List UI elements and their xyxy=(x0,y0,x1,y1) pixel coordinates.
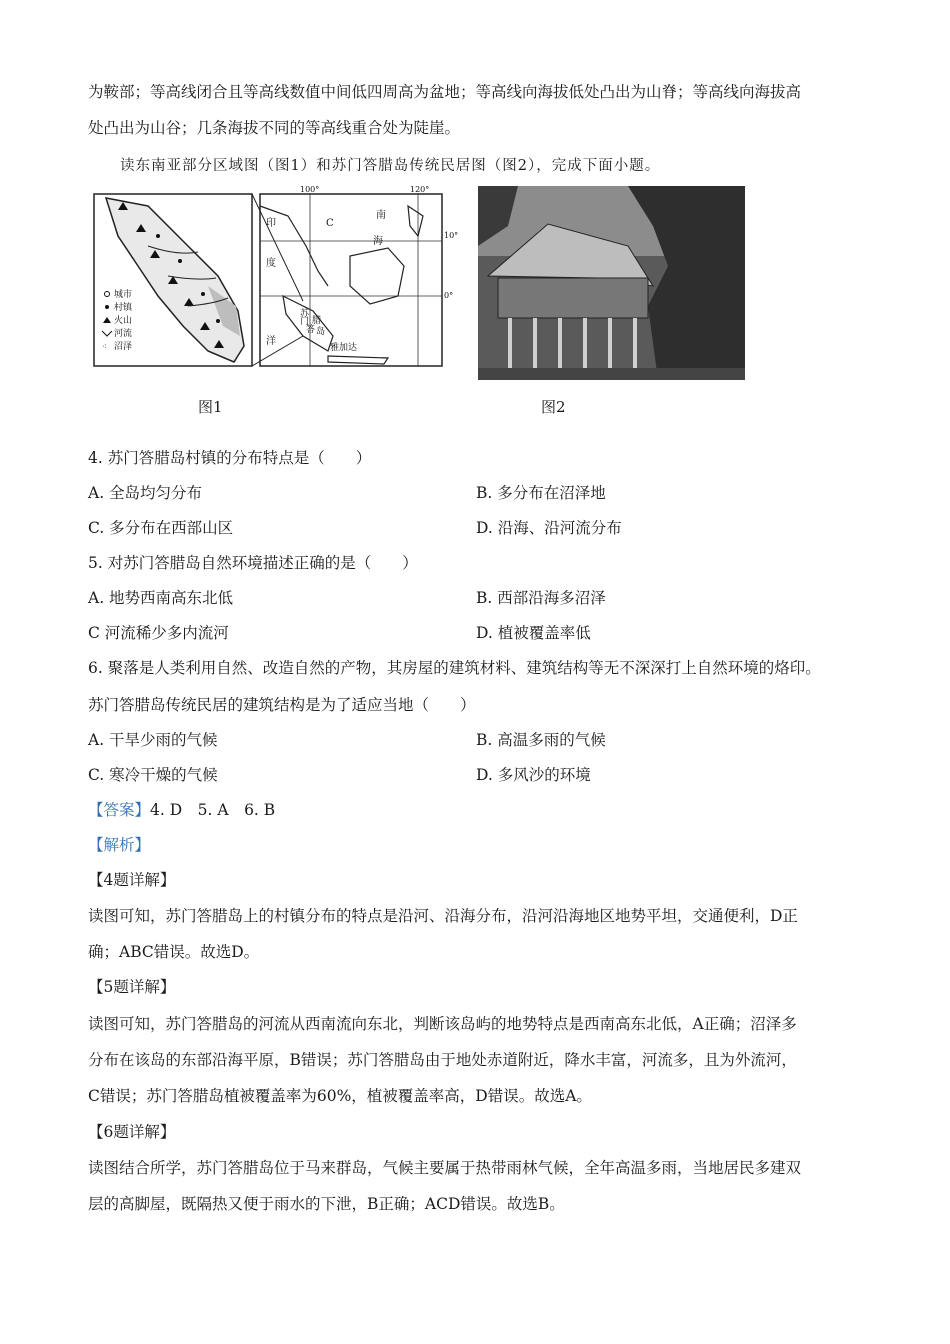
answer-row xyxy=(88,800,275,820)
figure-2-photo xyxy=(478,186,745,380)
legend-volcano: 火山 xyxy=(114,316,133,326)
label-da: 答 xyxy=(306,325,316,335)
label-10: 10° xyxy=(444,231,459,240)
label-yin: 印 xyxy=(266,218,276,229)
label-120: 120° xyxy=(410,186,430,194)
label-la: 腊 xyxy=(312,316,322,326)
q5-stem: 5. 对苏门答腊岛自然环境描述正确的是（ ） xyxy=(88,554,418,572)
legend-swamp: 沼泽 xyxy=(114,342,133,352)
figure-2-caption: 图2 xyxy=(541,398,566,416)
label-100: 100° xyxy=(300,186,320,194)
q6-stem-line-1: 6. 聚落是人类利用自然、改造自然的产物，其房屋的建筑材料、建筑结构等无不深深打上自然环境的烙印。 xyxy=(88,659,821,677)
intro-line-2: 处凸出为山谷；几条海拔不同的等高线重合处为陡崖。 xyxy=(88,119,461,137)
label-men: 门 xyxy=(300,317,310,327)
detail6-line-1: 读图结合所学，苏门答腊岛位于马来群岛，气候主要属于热带雨林气候，全年高温多雨，当地居民多建双 xyxy=(88,1159,802,1177)
label-0: 0° xyxy=(444,291,454,300)
label-c: C xyxy=(326,218,334,229)
q4-option-c: C. 多分布在西部山区 xyxy=(88,519,234,537)
detail5-line-3: C错误；苏门答腊岛植被覆盖率为60%，植被覆盖率高，D错误。故选A。 xyxy=(88,1087,592,1105)
label-nan: 南 xyxy=(376,210,386,221)
q4-option-b: B. 多分布在沼泽地 xyxy=(476,484,606,502)
q4-option-d: D. 沿海、沿河流分布 xyxy=(476,519,622,537)
detail6-label: 【6题详解】 xyxy=(88,1123,176,1141)
read-instruction: 读东南亚部分区域图（图1）和苏门答腊岛传统民居图（图2），完成下面小题。 xyxy=(120,158,661,174)
q5-option-b: B. 西部沿海多沼泽 xyxy=(476,589,606,607)
q4-option-a: A. 全岛均匀分布 xyxy=(88,484,203,502)
q6-option-c: C. 寒冷干燥的气候 xyxy=(88,766,218,784)
svg-text:⁖: ⁖ xyxy=(102,342,107,351)
q6-option-a: A. 干旱少雨的气候 xyxy=(88,731,218,749)
q5-option-a: A. 地势西南高东北低 xyxy=(88,589,234,607)
label-yang: 洋 xyxy=(266,336,276,347)
q5-option-c: C 河流稀少多内流河 xyxy=(88,624,229,642)
legend-town: 村镇 xyxy=(114,303,133,313)
q5-option-d: D. 植被覆盖率低 xyxy=(476,624,591,642)
detail5-line-2: 分布在该岛的东部沿海平原，B错误；苏门答腊岛由于地处赤道附近，降水丰富，河流多，且为外流河， xyxy=(88,1051,797,1069)
figure-1-caption: 图1 xyxy=(198,398,223,416)
label-su: 苏 xyxy=(300,309,310,319)
q6-option-d: D. 多风沙的环境 xyxy=(476,766,591,784)
detail5-line-1: 读图可知，苏门答腊岛的河流从西南流向东北，判断该岛屿的地势特点是西南高东北低，A正确；沼泽多 xyxy=(88,1015,797,1033)
legend-city: 城市 xyxy=(114,290,133,300)
detail4-line-1: 读图可知，苏门答腊岛上的村镇分布的特点是沿河、沿海分布，沿河沿海地区地势平坦，交通便利，D正 xyxy=(88,907,798,925)
answer-label: 【答案】 xyxy=(88,801,151,819)
intro-line-1: 为鞍部；等高线闭合且等高线数值中间低四周高为盆地；等高线向海拔低处凸出为山脊；等高线向海拔高 xyxy=(88,83,802,101)
q6-stem-line-2: 苏门答腊岛传统民居的建筑结构是为了适应当地（ ） xyxy=(88,696,476,714)
figure-1-map xyxy=(88,186,460,384)
detail5-label: 【5题详解】 xyxy=(88,978,176,996)
label-hai: 海 xyxy=(373,236,383,247)
detail6-line-2: 层的高脚屋，既隔热又便于雨水的下泄，B正确；ACD错误。故选B。 xyxy=(88,1195,565,1213)
q4-stem: 4. 苏门答腊岛村镇的分布特点是（ ） xyxy=(88,449,372,467)
detail4-label: 【4题详解】 xyxy=(88,871,176,889)
detail4-line-2: 确；ABC错误。故选D。 xyxy=(88,943,260,961)
stilt-house-body xyxy=(498,278,648,318)
label-jakarta: 雅加达 xyxy=(330,343,358,353)
label-dao: 岛 xyxy=(316,327,326,337)
analysis-label: 【解析】 xyxy=(88,836,151,854)
label-du: 度 xyxy=(266,258,276,269)
legend-river: 河流 xyxy=(114,329,133,339)
q6-option-b: B. 高温多雨的气候 xyxy=(476,731,606,749)
answer-text: 4. D 5. A 6. B xyxy=(150,801,276,819)
